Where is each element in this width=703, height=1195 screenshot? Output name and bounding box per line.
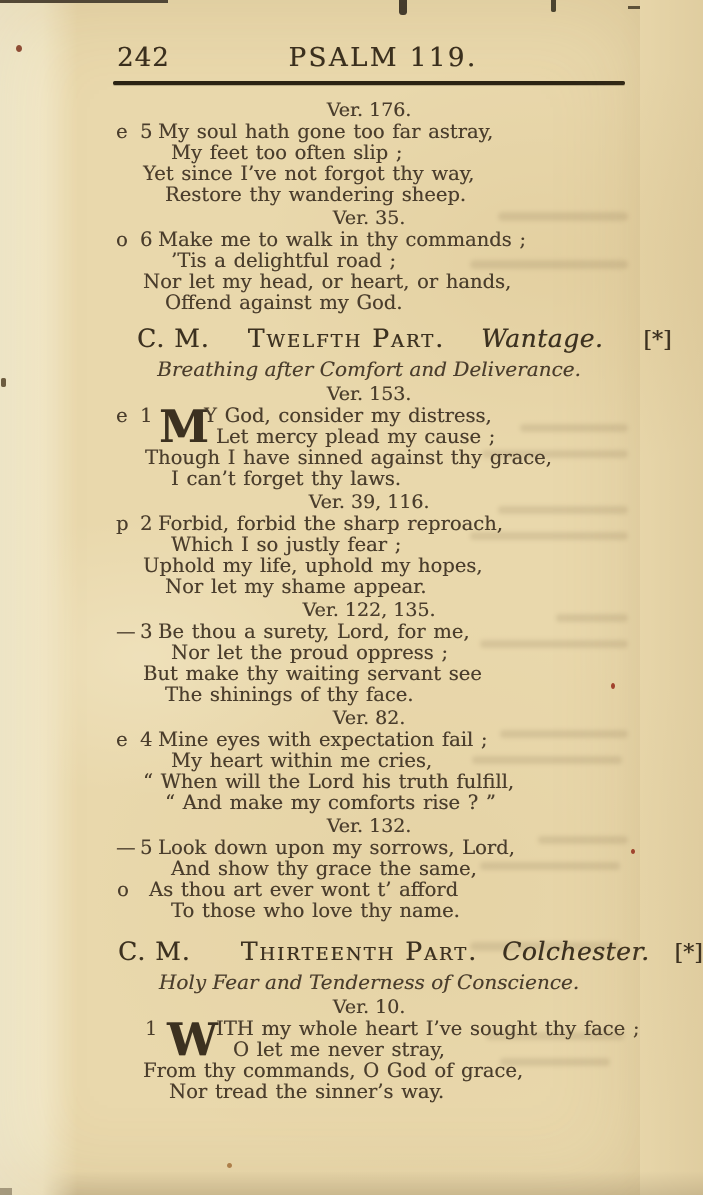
- verse-line: Nor let my head, or heart, or hands,: [143, 269, 512, 293]
- page-content: [113, 43, 703, 1103]
- verse-line: “ And make my comforts rise ? ”: [165, 790, 496, 814]
- expression-letter: e: [116, 403, 128, 427]
- expression-letter: —: [116, 835, 136, 859]
- verse-reference: Ver. 35.: [332, 206, 406, 229]
- verse-line: Yet since I’ve not forgot thy way,: [143, 161, 475, 185]
- verse-line: Though I have sinned against thy grace,: [145, 445, 552, 469]
- hymn-subtitle: Breathing after Comfort and Deliverance.: [157, 356, 581, 381]
- verse-line-text: Look down upon my sorrows, Lord,: [158, 835, 515, 859]
- verse-line: Nor tread the sinner’s way.: [169, 1079, 445, 1103]
- verse-line: I can’t forget thy laws.: [171, 466, 401, 490]
- verse-reference: Ver. 153.: [326, 382, 412, 405]
- stanza-number: 2: [140, 511, 153, 535]
- verse-line: Restore thy wandering sheep.: [165, 182, 466, 206]
- hymn-subtitle: Holy Fear and Tenderness of Conscience.: [158, 969, 580, 994]
- stanza-number: 6: [140, 227, 153, 251]
- stanza: [113, 1012, 640, 1103]
- hymn-heading: [113, 323, 672, 354]
- expression-marker: [116, 121, 152, 142]
- stanza-number: 4: [140, 727, 153, 751]
- verse-line: Nor let my shame appear.: [165, 574, 427, 598]
- verse-line: But make thy waiting servant see: [143, 661, 482, 685]
- verse-reference: Ver. 39, 116.: [308, 490, 430, 513]
- verse-line: [113, 879, 625, 900]
- drop-cap: M: [159, 399, 208, 453]
- expression-letter: o: [116, 227, 128, 251]
- verse-line-text: My soul hath gone too far astray,: [158, 119, 494, 143]
- verse-line-text: Make me to walk in thy commands ;: [158, 227, 526, 251]
- expression-marker: [116, 405, 152, 426]
- verse-line: [113, 405, 625, 426]
- stanza: [113, 399, 625, 490]
- verse-reference: Ver. 132.: [326, 814, 412, 837]
- verse-line-text: Y God, consider my distress,: [204, 403, 492, 427]
- verse-line: ’Tis a delightful road ;: [171, 248, 396, 272]
- scan-edge-mark: [0, 1188, 12, 1195]
- expression-marker: [116, 621, 152, 642]
- expression-marker: [116, 837, 152, 858]
- scan-speck: [227, 1163, 232, 1168]
- expression-marker: [116, 229, 152, 250]
- stanza-number: 1: [145, 1016, 158, 1040]
- header-rule: [113, 81, 625, 85]
- tune-name: Wantage.: [481, 323, 604, 353]
- meter-label: C. M.: [137, 323, 210, 353]
- stanza: [113, 513, 625, 597]
- drop-cap: W: [167, 1012, 217, 1066]
- verse-line: Uphold my life, uphold my hopes,: [143, 553, 483, 577]
- verse-line: Nor let the proud oppress ;: [171, 640, 448, 664]
- stanza: [113, 621, 625, 705]
- page-number: 242: [117, 43, 170, 73]
- verse-line: My feet too often slip ;: [171, 140, 403, 164]
- verse-line: [113, 229, 625, 250]
- verse-line: ITH my whole heart I’ve sought thy face ;: [216, 1016, 640, 1040]
- scan-speck: [16, 45, 22, 52]
- stanza: [113, 121, 625, 205]
- stanza-number: 5: [140, 119, 153, 143]
- tune-mark: [*]: [643, 327, 672, 353]
- scan-edge-line: [0, 0, 168, 3]
- verse-reference: Ver. 82.: [332, 706, 406, 729]
- verse-line: Offend against my God.: [165, 290, 403, 314]
- stanza-number: 5: [140, 835, 153, 859]
- hymn-heading: [113, 936, 703, 967]
- verse-line: And show thy grace the same,: [171, 856, 477, 880]
- scan-speck: [1, 378, 6, 387]
- verse-line: Let mercy plead my cause ;: [216, 424, 496, 448]
- verse-line-text: Be thou a surety, Lord, for me,: [158, 619, 470, 643]
- verse-line: From thy commands, O God of grace,: [143, 1058, 524, 1082]
- expression-marker: [116, 513, 152, 534]
- verse-line-text: As thou art ever wont t’ afford: [149, 877, 459, 901]
- verse-line: O let me never stray,: [233, 1037, 445, 1061]
- part-label: Twelfth Part.: [247, 323, 446, 353]
- scan-edge-mark: [399, 0, 407, 15]
- verse-line: [113, 729, 625, 750]
- scan-edge-mark: [551, 0, 556, 12]
- expression-letter: p: [116, 511, 129, 535]
- verse-reference: Ver. 122, 135.: [302, 598, 436, 621]
- expression-letter: —: [116, 619, 136, 643]
- expression-marker: [116, 729, 152, 750]
- running-head: PSALM 119.: [288, 43, 478, 73]
- stanza-number: 1: [140, 403, 153, 427]
- verse-line: The shinings of thy face.: [165, 682, 414, 706]
- tune-name: Colchester.: [502, 936, 650, 966]
- verse-line: [113, 121, 625, 142]
- verse-line: “ When will the Lord his truth fulfill,: [143, 769, 514, 793]
- verse-line: Which I so justly fear ;: [171, 532, 402, 556]
- verse-line: My heart within me cries,: [171, 748, 433, 772]
- stanza: [113, 837, 625, 921]
- verse-reference: Ver. 10.: [332, 995, 406, 1018]
- meter-label: C. M.: [118, 936, 191, 966]
- tune-mark: [*]: [674, 940, 703, 966]
- verse-line-text: Mine eyes with expectation fail ;: [158, 727, 488, 751]
- stanza: [113, 729, 625, 813]
- expression-letter: o: [117, 877, 129, 901]
- verse-line: To those who love thy name.: [171, 898, 460, 922]
- verse-line-text: Forbid, forbid the sharp reproach,: [158, 511, 503, 535]
- expression-letter: e: [116, 119, 128, 143]
- part-label: Thirteenth Part.: [240, 936, 479, 966]
- stanza-number: 3: [140, 619, 153, 643]
- expression-letter: e: [116, 727, 128, 751]
- scan-edge-line: [628, 6, 640, 9]
- verse-line: [113, 837, 625, 858]
- verse-line: [113, 513, 625, 534]
- scan-speck: [631, 849, 635, 854]
- verse-line: [113, 621, 625, 642]
- verse-reference: Ver. 176.: [326, 98, 412, 121]
- stanza: [113, 229, 625, 313]
- page-header: [113, 44, 625, 72]
